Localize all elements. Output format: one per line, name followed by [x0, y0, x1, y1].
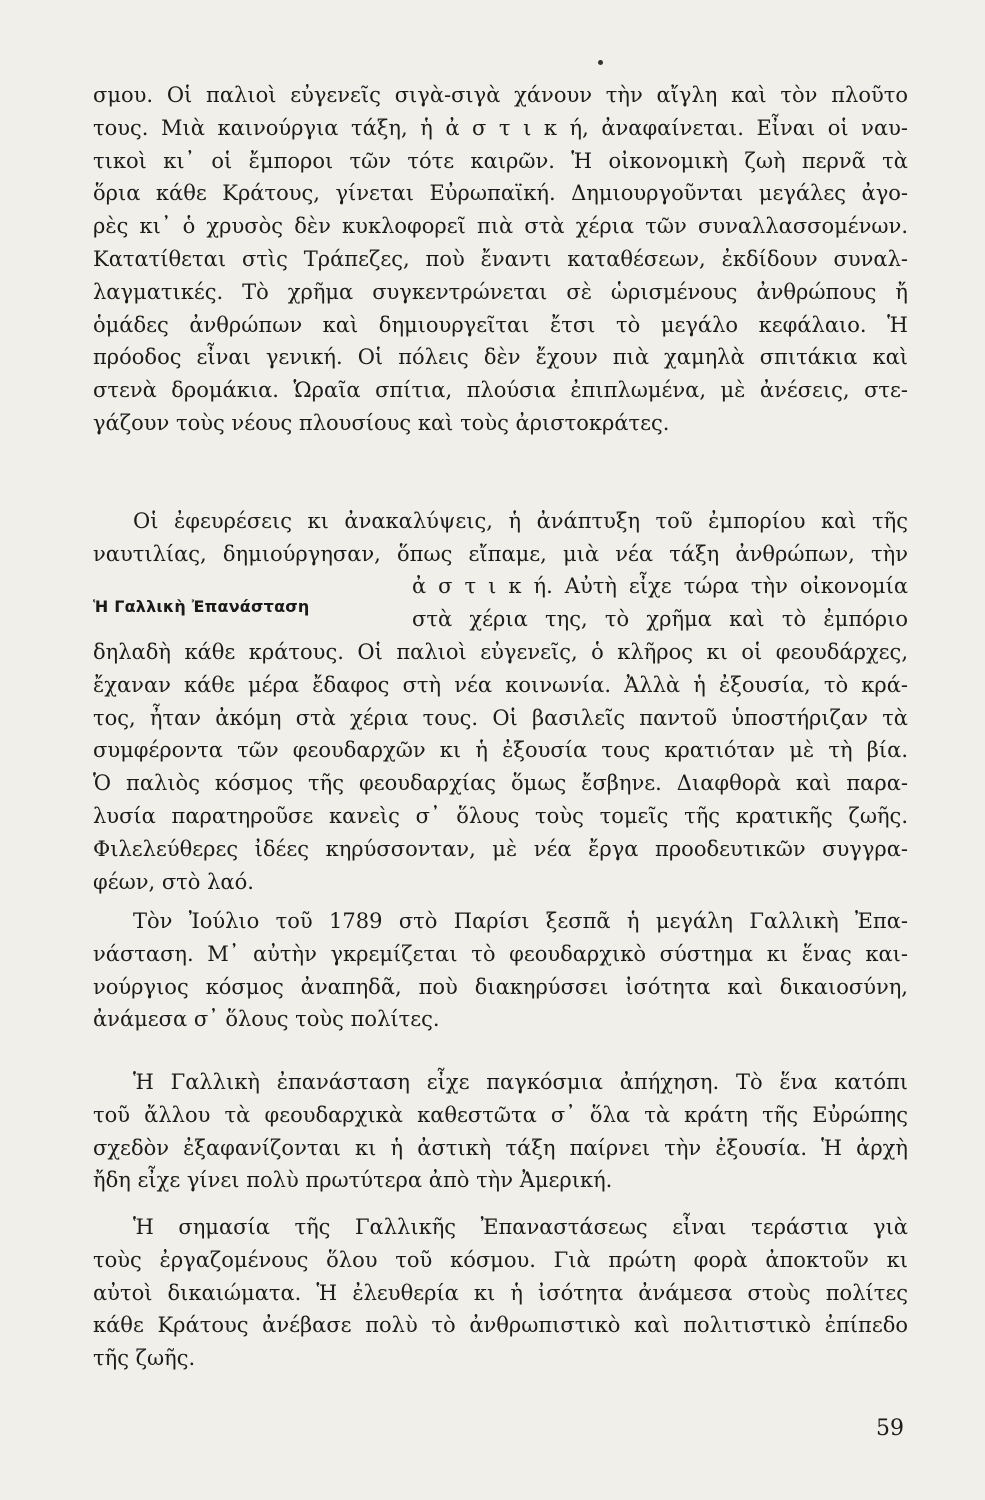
text-line: Ἡ Γαλλικὴ ἐπανάσταση εἶχε παγκόσμια ἀπήχηση. Τὸ ἕνα κατόπι	[133, 1070, 908, 1094]
text-line: Κατατίθεται στὶς Τράπεζες, ποὺ ἔναντι καταθέσεων, ἐκδίδουν συναλ-	[93, 246, 908, 271]
text-line: νούργιος κόσμος ἀναπηδᾶ, ποὺ διακηρύσσει ἰσότητα καὶ δικαιοσύνη,	[93, 974, 908, 999]
text-line: ρὲς κι᾽ ὁ χρυσὸς δὲν κυκλοφορεῖ πιὰ στὰ χέρια τῶν συναλλασσομένων.	[93, 214, 908, 239]
text-line: τικοὶ κι᾽ οἱ ἔμποροι τῶν τότε καιρῶν. Ἡ οἰκονομικὴ ζωὴ περνᾶ τὰ	[93, 148, 908, 173]
page-number: 59	[876, 1416, 904, 1441]
text-line: Φιλελεύθερες ἰδέες κηρύσσονταν, μὲ νέα ἔργα προοδευτικῶν συγγρα-	[93, 836, 908, 861]
text-line: ἀνάμεσα σ᾽ ὅλους τοὺς πολίτες.	[93, 1007, 440, 1032]
paragraph-1	[93, 79, 908, 440]
paragraph-2-indented	[412, 570, 908, 636]
text-line: τοῦ ἄλλου τὰ φεουδαρχικὰ καθεστῶτα σ᾽ ὅλα τὰ κράτη τῆς Εὐρώπης	[93, 1102, 908, 1127]
text-line: ἀ σ τ ι κ ή. Αὐτὴ εἶχε τώρα τὴν οἰκονομία	[412, 574, 908, 598]
text-line: τους. Μιὰ καινούργια τάξη, ἡ ἀ σ τ ι κ ή, ἀναφαίνεται. Εἶναι οἱ ναυ-	[93, 115, 908, 140]
paragraph-4	[93, 1066, 908, 1197]
text-line: Οἱ ἐφευρέσεις κι ἀνακαλύψεις, ἡ ἀνάπτυξη τοῦ ἐμπορίου καὶ τῆς	[133, 509, 908, 533]
paragraph-5	[93, 1211, 908, 1375]
text-line: ὁμάδες ἀνθρώπων καὶ δημιουργεῖται ἔτσι τὸ μεγάλο κεφάλαιο. Ἡ	[93, 312, 908, 337]
text-line: λυσία παρατηροῦσε κανεὶς σ᾽ ὅλους τοὺς τομεῖς τῆς κρατικῆς ζωῆς.	[93, 803, 908, 828]
paragraph-3	[93, 905, 908, 1036]
text-line: Ὁ παλιὸς κόσμος τῆς φεουδαρχίας ὅμως ἔσβηνε. Διαφθορὰ καὶ παρα-	[93, 771, 908, 796]
text-line: τῆς ζωῆς.	[93, 1346, 196, 1371]
text-line: σχεδὸν ἐξαφανίζονται κι ἡ ἀστικὴ τάξη παίρνει τὴν ἐξουσία. Ἡ ἀρχὴ	[93, 1135, 908, 1160]
text-line: Τὸν Ἰούλιο τοῦ 1789 στὸ Παρίσι ξεσπᾶ ἡ μεγάλη Γαλλικὴ Ἐπα-	[133, 909, 908, 933]
paragraph-2-top	[93, 505, 908, 571]
text-line: τοὺς ἐργαζομένους ὅλου τοῦ κόσμου. Γιὰ πρώτη φορὰ ἀποκτοῦν κι	[93, 1247, 908, 1272]
text-line: ὅρια κάθε Κράτους, γίνεται Εὐρωπαϊκή. Δημιουργοῦνται μεγάλες ἀγο-	[93, 181, 908, 206]
text-line: γάζουν τοὺς νέους πλουσίους καὶ τοὺς ἀριστοκράτες.	[93, 410, 670, 435]
text-line: κάθε Κράτους ἀνέβασε πολὺ τὸ ἀνθρωπιστικὸ καὶ πολιτιστικὸ ἐπίπεδο	[93, 1313, 908, 1338]
text-line: αὐτοὶ δικαιώματα. Ἡ ἐλευθερία κι ἡ ἰσότητα ἀνάμεσα στοὺς πολίτες	[93, 1280, 908, 1305]
text-line: τος, ἦταν ἀκόμη στὰ χέρια τους. Οἱ βασιλεῖς παντοῦ ὑποστήριζαν τὰ	[93, 705, 908, 730]
text-line: στὰ χέρια της, τὸ χρῆμα καὶ τὸ ἐμπόριο	[412, 606, 908, 631]
text-line: ἤδη εἶχε γίνει πολὺ πρωτύτερα ἀπὸ τὴν Ἀμερική.	[93, 1168, 613, 1193]
text-line: σμου. Οἱ παλιοὶ εὐγενεῖς σιγὰ-σιγὰ χάνουν τὴν αἴγλη καὶ τὸν πλοῦτο	[93, 83, 908, 107]
ink-dot	[598, 60, 603, 65]
margin-heading: Ἡ Γαλλικὴ Ἐπανάσταση	[93, 597, 310, 616]
text-line: ἔχαναν κάθε μέρα ἔδαφος στὴ νέα κοινωνία. Ἀλλὰ ἡ ἐξουσία, τὸ κρά-	[93, 672, 908, 697]
text-line: φέων, στὸ λαό.	[93, 869, 254, 894]
text-line: λαγματικές. Τὸ χρῆμα συγκεντρώνεται σὲ ὡρισμένους ἀνθρώπους ἤ	[93, 279, 908, 304]
text-line: δηλαδὴ κάθε κράτους. Οἱ παλιοὶ εὐγενεῖς, ὁ κλῆρος κι οἱ φεουδάρχες,	[93, 640, 908, 664]
text-line: ναυτιλίας, δημιούργησαν, ὅπως εἴπαμε, μιὰ νέα τάξη ἀνθρώπων, τὴν	[93, 541, 908, 566]
text-line: συμφέροντα τῶν φεουδαρχῶν κι ἡ ἐξουσία τους κρατιόταν μὲ τὴ βία.	[93, 738, 908, 763]
text-line: πρόοδος εἶναι γενική. Οἱ πόλεις δὲν ἔχουν πιὰ χαμηλὰ σπιτάκια καὶ	[93, 345, 908, 370]
text-line: νάσταση. Μ᾽ αὐτὴν γκρεμίζεται τὸ φεουδαρχικὸ σύστημα κι ἕνας και-	[93, 941, 908, 966]
text-line: Ἡ σημασία τῆς Γαλλικῆς Ἐπαναστάσεως εἶναι τεράστια γιὰ	[133, 1215, 908, 1239]
paragraph-2-rest	[93, 636, 908, 898]
text-line: στενὰ δρομάκια. Ὡραῖα σπίτια, πλούσια ἐπιπλωμένα, μὲ ἀνέσεις, στε-	[93, 378, 908, 403]
